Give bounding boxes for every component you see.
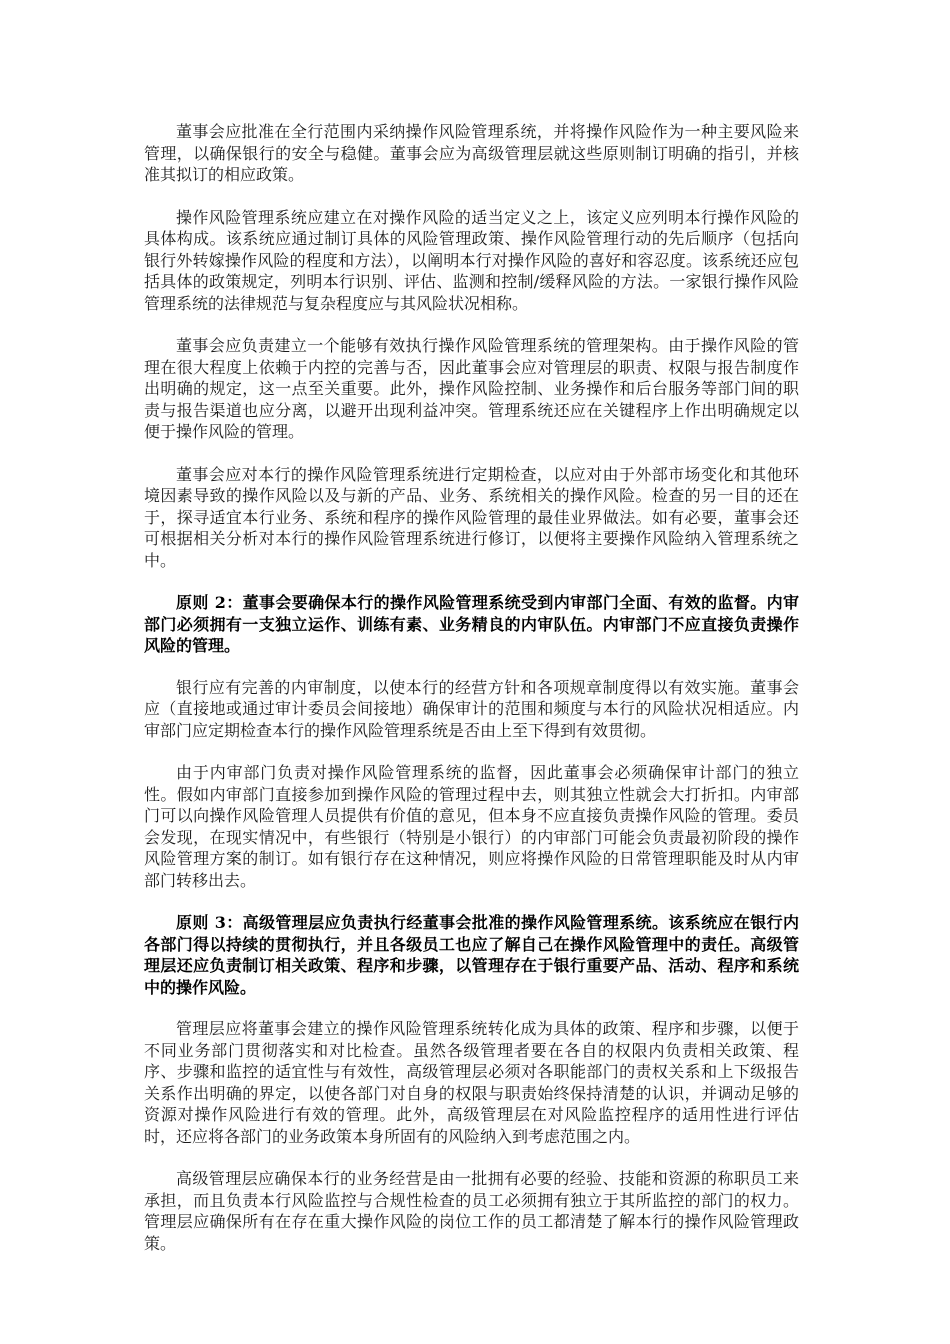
principle-2-heading: 原则 2：董事会要确保本行的操作风险管理系统受到内审部门全面、有效的监督。内审部门必须拥有一支独立运作、训练有素、业务精良的内审队伍。内审部门不应直接负责操作风险的管理。	[144, 593, 799, 655]
document-body	[144, 121, 799, 1275]
paragraph-staff-competence: 高级管理层应确保本行的业务经营是由一批拥有必要的经验、技能和资源的称职员工来承担，而且负责本行风险监控与合规性检查的员工必须拥有独立于其所监控的部门的权力。管理层应确保所有在存在重大操作风险的岗位工作的员工都清楚了解本行的操作风险管理政策。	[144, 1169, 799, 1253]
paragraph-senior-management-policy: 管理层应将董事会建立的操作风险管理系统转化成为具体的政策、程序和步骤，以便于不同业务部门贯彻落实和对比检查。虽然各级管理者要在各自的权限内负责相关政策、程序、步骤和监控的适宜性与有效性，高级管理层必须对各职能部门的责权关系和上下级报告关系作出明确的界定，以使各部门对自身的权限与职责始终保持清楚的认识，并调动足够的资源对操作风险进行有效的管理。此外，高级管理层在对风险监控程序的适用性进行评估时，还应将各部门的业务政策本身所固有的风险纳入到考虑范围之内。	[144, 1019, 799, 1146]
principle-3-heading: 原则 3：高级管理层应负责执行经董事会批准的操作风险管理系统。该系统应在银行内各部门得以持续的贯彻执行，并且各级员工也应了解自己在操作风险管理中的责任。高级管理层还应负责制订相关政策、程序和步骤，以管理存在于银行重要产品、活动、程序和系统中的操作风险。	[144, 913, 799, 997]
paragraph-internal-audit: 银行应有完善的内审制度，以使本行的经营方针和各项规章制度得以有效实施。董事会应（直接地或通过审计委员会间接地）确保审计的范围和频度与本行的风险状况相适应。内审部门应定期检查本行的操作风险管理系统是否由上至下得到有效贯彻。	[144, 677, 799, 740]
paragraph-risk-definition: 操作风险管理系统应建立在对操作风险的适当定义之上，该定义应列明本行操作风险的具体构成。该系统应通过制订具体的风险管理政策、操作风险管理行动的先后顺序（包括向银行外转嫁操作风险的程度和方法），以阐明本行对操作风险的喜好和容忍度。该系统还应包括具体的政策规定，列明本行识别、评估、监测和控制/缓释风险的方法。一家银行操作风险管理系统的法律规范与复杂程度应与其风险状况相称。	[144, 207, 799, 313]
paragraph-periodic-review: 董事会应对本行的操作风险管理系统进行定期检查，以应对由于外部市场变化和其他环境因素导致的操作风险以及与新的产品、业务、系统相关的操作风险。检查的另一目的还在于，探寻适宜本行业务、系统和程序的操作风险管理的最佳业界做法。如有必要，董事会还可根据相关分析对本行的操作风险管理系统进行修订，以便将主要操作风险纳入管理系统之中。	[144, 464, 799, 570]
paragraph-board-approval: 董事会应批准在全行范围内采纳操作风险管理系统，并将操作风险作为一种主要风险来管理，以确保银行的安全与稳健。董事会应为高级管理层就这些原则制订明确的指引，并核准其拟订的相应政策。	[144, 122, 799, 184]
paragraph-management-structure: 董事会应负责建立一个能够有效执行操作风险管理系统的管理架构。由于操作风险的管理在很大程度上依赖于内控的完善与否，因此董事会应对管理层的职责、权限与报告制度作出明确的规定，这一点至关重要。此外，操作风险控制、业务操作和后台服务等部门间的职责与报告渠道也应分离，以避开出现利益冲突。管理系统还应在关键程序上作出明确规定以便于操作风险的管理。	[144, 336, 799, 441]
paragraph-audit-independence: 由于内审部门负责对操作风险管理系统的监督，因此董事会必须确保审计部门的独立性。假如内审部门直接参加到操作风险的管理过程中去，则其独立性就会大打折扣。内审部门可以向操作风险管理人员提供有价值的意见，但本身不应直接负责操作风险的管理。委员会发现，在现实情况中，有些银行（特别是小银行）的内审部门可能会负责最初阶段的操作风险管理方案的制订。如有银行存在这种情况，则应将操作风险的日常管理职能及时从内审部门转移出去。	[144, 763, 799, 890]
